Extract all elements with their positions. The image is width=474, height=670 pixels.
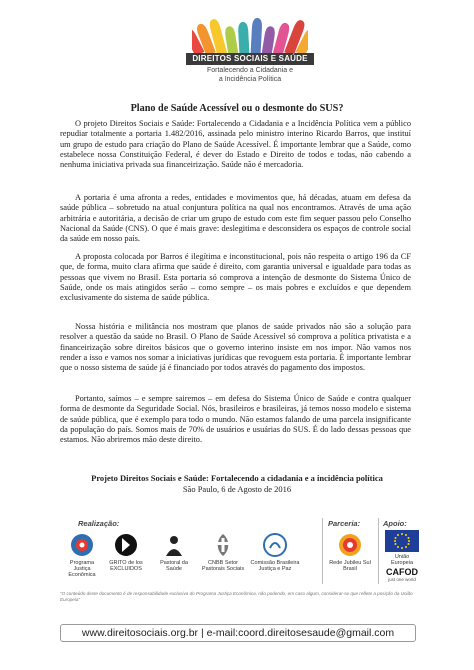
hand-shape	[238, 22, 250, 54]
pastoral-saude-icon	[161, 532, 187, 558]
jubileu-sul-logo	[328, 532, 372, 572]
direitos-sociais-logo	[180, 14, 320, 98]
cafod-logo	[384, 568, 420, 582]
paragraph-3: A proposta colocada por Barros é ilegítima e inconstitucional, pois não respeita o artigo 196 da CF que, de forma, muito clara afirma que saúde é direito, com garantia universal e igualdade para todas as pessoas que vivem no Brasil. Esta portaria só comprova a intenção de desmonte do Sistema Único de Saúde, onde os mais atingidos serão – como sempre – os mais pobres e excluídos e que dependem exclusivamente do sistema de saúde pública.	[60, 252, 411, 302]
grito-excluidos-icon	[113, 532, 139, 558]
divider-2	[378, 518, 379, 584]
eu-flag-icon	[385, 530, 419, 552]
paragraph-5: Portanto, saímos – e sempre sairemos – em defesa do Sistema Único de Saúde e contra qualquer forma de desmonte da Seguridade Social. Nós, brasileiros e brasileiras, já temos nosso modelo e sistema de saúde pública, que é exemplo para todo o mundo. Não estamos falando de uma parcela insignificante da população do país. Somos mais de 70% de usuários e usuárias do SUS. É do lado dessas pessoas que estamos. Não abriremos mão deste direito.	[60, 394, 411, 444]
comissao-justica-paz-logo	[250, 532, 300, 572]
uniao-europeia-logo	[384, 530, 420, 566]
pastoral-saude-name: Pastoral da Saúde	[160, 560, 188, 572]
colorful-hands-icon	[192, 14, 308, 54]
cnbb-icon	[210, 532, 236, 558]
logo-subtitle-line2: a Incidência Política	[218, 75, 282, 83]
parceria-label: Parceria:	[328, 519, 361, 528]
pastoral-saude-logo	[152, 532, 196, 572]
realizacao-label: Realização:	[78, 519, 120, 528]
cnbb-logo	[200, 532, 246, 572]
jubileu-sul-name: Rede Jubileu Sul Brasil	[329, 560, 371, 572]
justica-economica-icon	[69, 532, 95, 558]
uniao-europeia-name: União Europeia	[390, 554, 414, 566]
cnbb-name: CNBB Setor Pastorais Sociais	[201, 560, 245, 572]
paragraph-2: A portaria é uma afronta a redes, entidades e movimentos que, há décadas, atuam em defesa da saúde pública – sobretudo na atual conjuntura política na qual nos encontramos. Através de uma ação arbitrária e autoritária, a decisão de criar um grupo de estudo com este fim sequer passou pelo Conselho Nacional da Saúde (CNS). O que é mais grave: deslegitima e desconsidera os espaços de controle social da saúde em nosso país.	[60, 193, 411, 243]
eu-disclaimer: "O conteúdo deste documento é de responsabilidade exclusiva do Programa Justiça Econômica, não podendo, em caso algum, considerar-se que reflete a posição da União Europeia"	[60, 591, 413, 602]
justica-economica-name: Programa Justiça Econômica	[68, 560, 96, 578]
grito-excluidos-name: GRITO de los EXCLUIDOS	[109, 560, 143, 572]
logo-title: DIREITOS SOCIAIS E SAÚDE	[186, 53, 314, 65]
logo-subtitle	[186, 67, 314, 84]
comissao-justica-paz-icon	[262, 532, 288, 558]
document-title: Plano de Saúde Acessível ou o desmonte do SUS?	[130, 103, 344, 114]
hand-shape	[251, 18, 263, 54]
justica-economica-logo	[62, 532, 102, 578]
divider-1	[322, 518, 323, 584]
grito-excluidos-logo	[106, 532, 146, 572]
comissao-justica-paz-name: Comissão Brasileira Justiça e Paz	[250, 560, 300, 572]
jubileu-sul-icon	[337, 532, 363, 558]
contact-bar[interactable]: www.direitosociais.org.br | e-mail:coord.direitosesaude@gmail.com	[60, 624, 416, 642]
cafod-tagline: just one world	[388, 577, 416, 582]
logo-subtitle-line1: Fortalecendo a Cidadania e	[206, 67, 293, 74]
cafod-name: CAFOD	[386, 567, 418, 577]
apoio-label: Apoio:	[383, 519, 407, 528]
project-signature: Projeto Direitos Sociais e Saúde: Fortalecendo a cidadania e a incidência política	[91, 473, 383, 483]
paragraph-1: O projeto Direitos Sociais e Saúde: Fortalecendo a Cidadania e a Incidência Política vem a público repudiar totalmente a portaria 1.482/2016, assinada pelo ministro interino Ricardo Barros, que instituí um grupo de estudo para criação do Plano de Saúde Acessível. É importante lembrar que a Saúde, como estabelece nossa Constituição Federal, é dever do Estado e Direito de todos e todas, não cabendo a nenhuma iniciativa privada sua financeirização. Saúde não é mercadoria.	[60, 119, 411, 169]
paragraph-4: Nossa história e militância nos mostram que planos de saúde privados não são a solução para resolver a questão da saúde no Brasil. O Plano de Saúde Acessível só comprova a política privatista e a financeirização sobre direitos básicos que o governo interino insiste em nos impor. Não vamos nos render a isso e vamos nos somar a iniciativas jurídicas que revoguem esta portaria. É importante lembrar que o nosso sistema de saúde já é financiado por todos através do pagamento dos impostos.	[60, 322, 411, 372]
signature-date: São Paulo, 6 de Agosto de 2016	[182, 484, 292, 494]
